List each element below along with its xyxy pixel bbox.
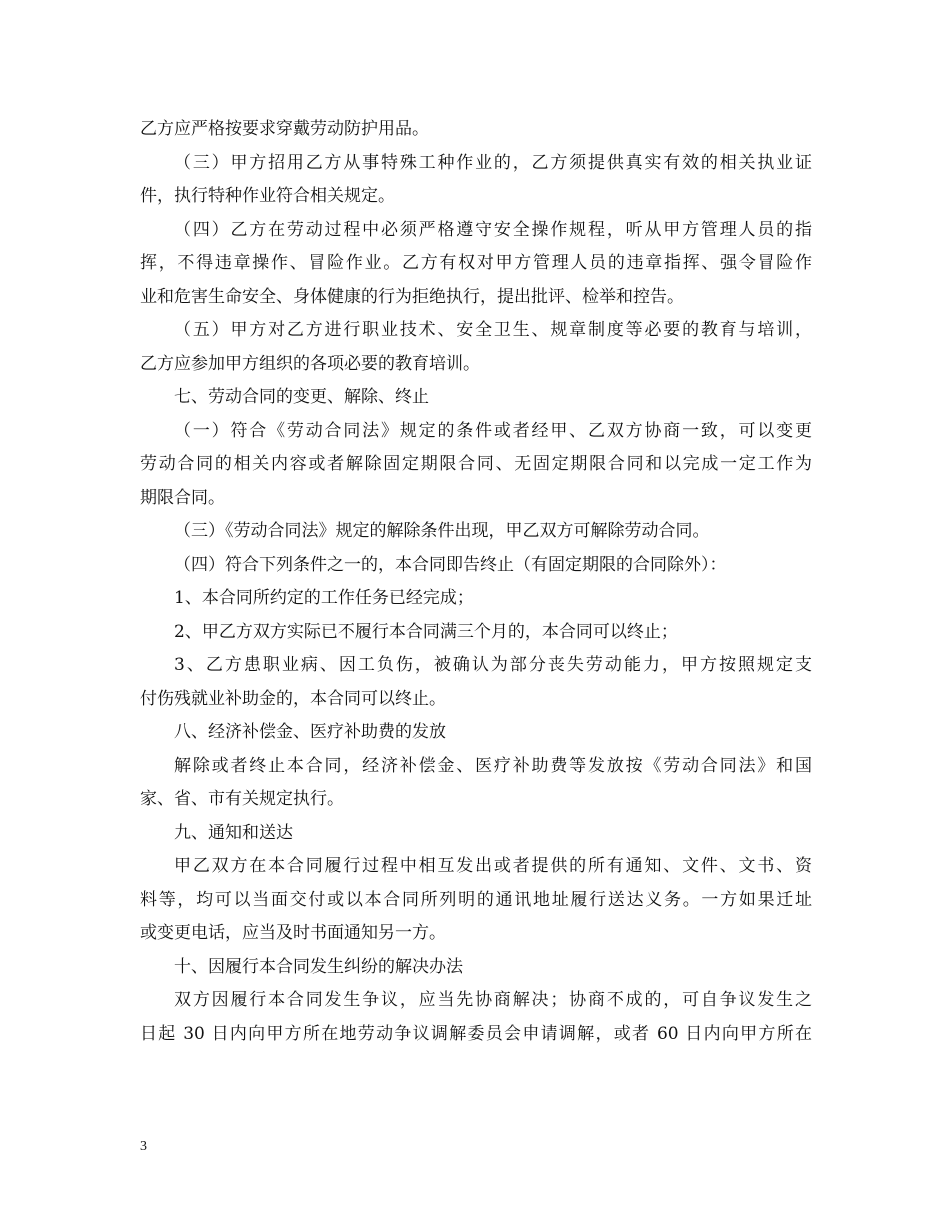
text-line: （四）符合下列条件之一的，本合同即告终止（有固定期限的合同除外）：: [174, 554, 727, 575]
text-line: 乙方应参加甲方组织的各项必要的教育培训。: [140, 353, 480, 374]
text-line: 业和危害生命安全、身体健康的行为拒绝执行，提出批评、检举和控告。: [140, 286, 684, 307]
text-line: （三）《劳动合同法》规定的解除条件出现，甲乙双方可解除劳动合同。: [174, 521, 710, 541]
text-line: 件，执行特种作业符合相关规定。: [140, 186, 395, 206]
section-heading: 八、经济补偿金、医疗补助费的发放: [174, 722, 446, 742]
text-line: 或变更电话，应当及时书面通知另一方。: [140, 923, 446, 943]
text-line: （五）甲方对乙方进行职业技术、安全卫生、规章制度等必要的教育与培训，: [174, 320, 812, 340]
list-item: 3、乙方患职业病、因工负伤，被确认为部分丧失劳动能力，甲方按照规定支: [174, 655, 812, 675]
text-line: 双方因履行本合同发生争议，应当先协商解决；协商不成的，可自争议发生之: [174, 990, 812, 1010]
text-line: 挥，不得违章操作、冒险作业。乙方有权对甲方管理人员的违章指挥、强令冒险作: [140, 253, 812, 273]
page-number: 3: [140, 1139, 147, 1154]
text-line: 家、省、市有关规定执行。: [140, 789, 344, 809]
text-line: 乙方应严格按要求穿戴劳动防护用品。: [140, 119, 429, 139]
section-heading: 七、劳动合同的变更、解除、终止: [174, 387, 429, 407]
text-line: 付伤残就业补助金的，本合同可以终止。: [140, 688, 446, 709]
text-line: 解除或者终止本合同，经济补偿金、医疗补助费等发放按《劳动合同法》和国: [174, 755, 812, 776]
text-line: （四）乙方在劳动过程中必须严格遵守安全操作规程，听从甲方管理人员的指: [174, 219, 812, 240]
list-item: 1、本合同所约定的工作任务已经完成；: [174, 588, 474, 608]
text-line: 劳动合同的相关内容或者解除固定期限合同、无固定期限合同和以完成一定工作为: [140, 454, 812, 474]
text-line: （一）符合《劳动合同法》规定的条件或者经甲、乙双方协商一致，可以变更: [174, 420, 812, 441]
section-heading: 十、因履行本合同发生纠纷的解决办法: [174, 956, 463, 977]
text-line: 料等，均可以当面交付或以本合同所列明的通讯地址履行送达义务。一方如果迁址: [140, 889, 812, 910]
text-line: 甲乙双方在本合同履行过程中相互发出或者提供的所有通知、文件、文书、资: [174, 856, 812, 876]
list-item: 2、甲乙方双方实际已不履行本合同满三个月的，本合同可以终止；: [174, 621, 678, 642]
text-line: 期限合同。: [140, 487, 225, 508]
text-line: 日起 30 日内向甲方所在地劳动争议调解委员会申请调解，或者 60 日内向甲方所在: [140, 1023, 812, 1044]
section-heading: 九、通知和送达: [174, 822, 293, 843]
document-body: [140, 113, 812, 1051]
text-line: （三）甲方招用乙方从事特殊工种作业的，乙方须提供真实有效的相关执业证: [174, 152, 812, 173]
